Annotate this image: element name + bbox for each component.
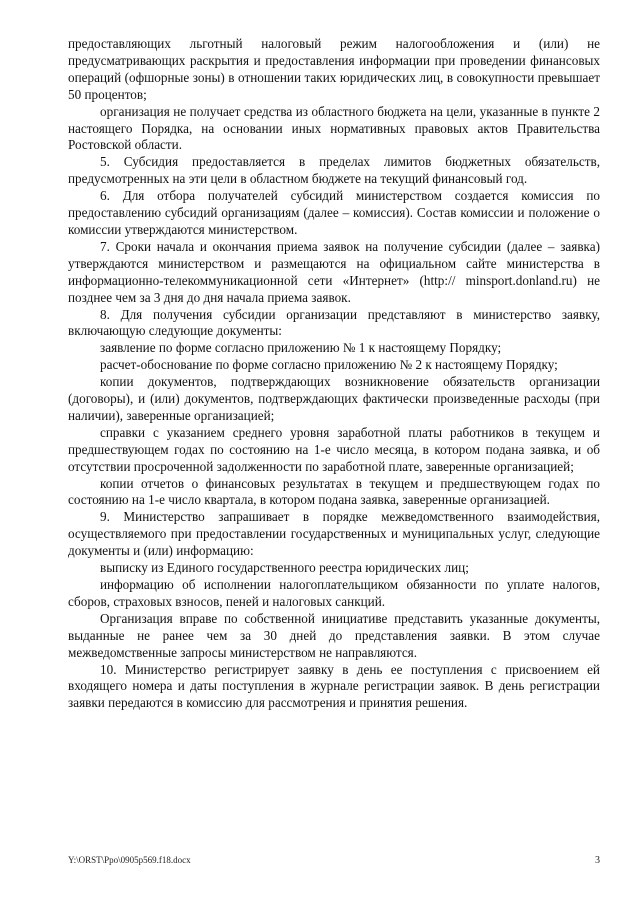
paragraph: заявление по форме согласно приложению № 1 к настоящему Порядку; bbox=[100, 340, 502, 356]
paragraph: предоставляющих льготный налоговый режим налогообложения и (или) не предусматривающих раскрытия и предоставления информации при проведении финансовых операций (офшорные зоны) в отношении таких юридических лиц, в совокупности превышает 50 процентов; bbox=[68, 36, 600, 102]
document-body bbox=[68, 36, 600, 712]
paragraph: 8. Для получения субсидии организации представляют в министерство заявку, включающую следующие документы: bbox=[68, 306, 600, 339]
page-number: 3 bbox=[595, 855, 600, 866]
paragraph: 5. Субсидия предоставляется в пределах лимитов бюджетных обязательств, предусмотренных на эти цели в областном бюджете на текущий финансовый год. bbox=[68, 154, 600, 187]
paragraph: выписку из Единого государственного реестра юридических лиц; bbox=[100, 560, 469, 576]
paragraph: информацию об исполнении налогоплательщиком обязанности по уплате налогов, сборов, страховых взносов, пеней и налоговых санкций. bbox=[68, 577, 600, 609]
paragraph: 7. Сроки начала и окончания приема заявок на получение субсидии (далее – заявка) утверждаются министерством и размещаются на официальном сайте министерства в информационно-телекоммуникационной сети «Интернет» (http:// minsport.donland.ru) не позднее чем за 3 дня до дня начала приема заявок. bbox=[68, 238, 600, 305]
paragraph: Организация вправе по собственной инициативе представить указанные документы, выданные не ранее чем за 30 дней до представления заявки. В этом случае межведомственные запросы министерством не направляются. bbox=[68, 610, 600, 660]
footer-file-path: Y:\ORST\Ppo\0905p569.f18.docx bbox=[68, 855, 191, 865]
paragraph: 9. Министерство запрашивает в порядке межведомственного взаимодействия, осуществляемого при предоставлении государственных и муниципальных услуг, следующие документы и (или) информацию: bbox=[68, 509, 600, 559]
paragraph: 6. Для отбора получателей субсидий министерством создается комиссия по предоставлению субсидий организациям (далее – комиссия). Состав комиссии и положение о комиссии утверждаются министерством. bbox=[68, 188, 600, 237]
paragraph: копии отчетов о финансовых результатах в текущем и предшествующем годах по состоянию на 1-е число квартала, в котором подана заявка, заверенные организацией. bbox=[68, 475, 600, 508]
paragraph: организация не получает средства из областного бюджета на цели, указанные в пункте 2 настоящего Порядка, на основании иных нормативных правовых актов Правительства Ростовской области. bbox=[68, 103, 600, 153]
paragraph: копии документов, подтверждающих возникновение обязательств организации (договоры), и (или) документов, подтверждающих фактически произведенные расходы (при наличии), заверенные организацией; bbox=[68, 374, 600, 423]
paragraph: расчет-обоснование по форме согласно приложению № 2 к настоящему Порядку; bbox=[100, 357, 558, 373]
paragraph: 10. Министерство регистрирует заявку в день ее поступления с присвоением ей входящего номера и даты поступления в журнале регистрации заявок. В день регистрации заявки передаются в комиссию для рассмотрения и принятия решения. bbox=[68, 661, 600, 711]
paragraph: справки с указанием среднего уровня заработной платы работников в текущем и предшествующем годах по состоянию на 1-е число месяца, в котором подана заявка, и об отсутствии просроченной задолженности по заработной плате, заверенные организацией; bbox=[68, 424, 600, 474]
